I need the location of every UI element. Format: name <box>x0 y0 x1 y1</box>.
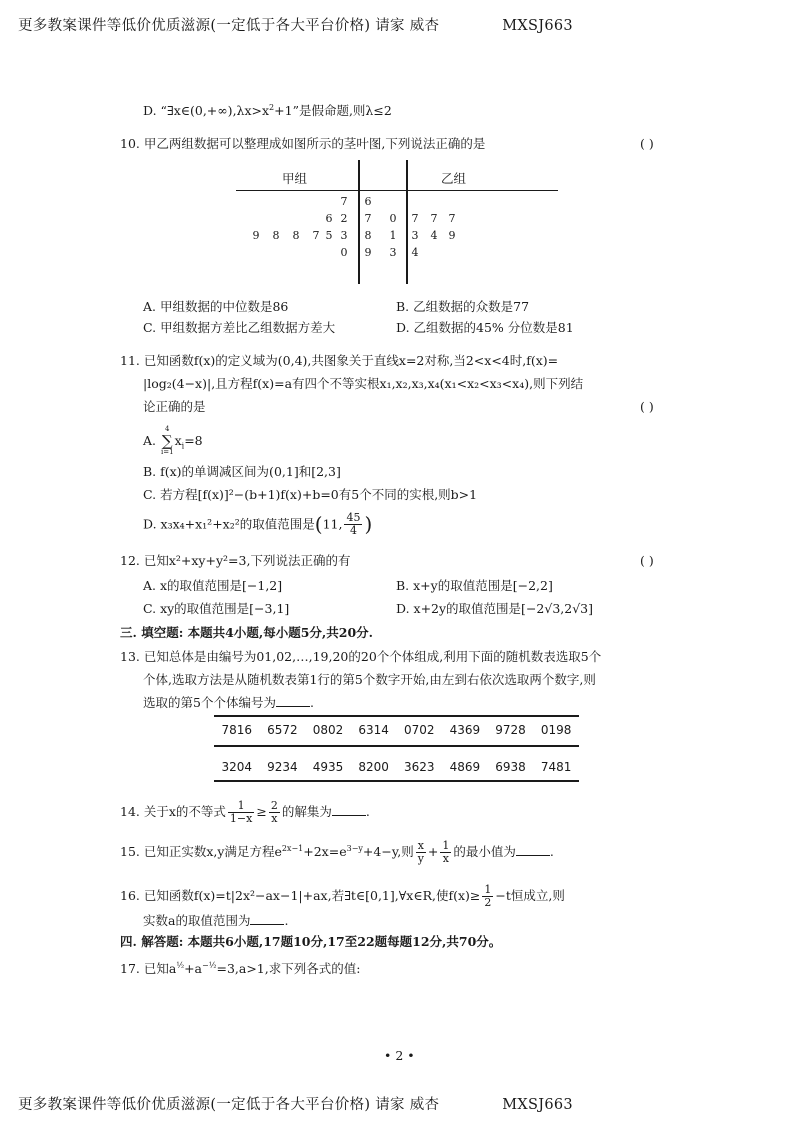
table-cell: 6938 <box>495 760 526 774</box>
q11-line2: |log₂(4−x)|,且方程f(x)=a有四个不等实根x₁,x₂,x₃,x₄(x₁<x₂<x₃<x₄),则下列结 <box>143 376 584 391</box>
left-leaf: 5 <box>325 229 333 242</box>
q11-option-a: A. 4 ∑ i=1 $x_i=8$ <box>143 425 203 456</box>
banner-text: 更多教案课件等低价优质滋源(一定低于各大平台价格) 请家 威杏 <box>18 1097 440 1113</box>
left-leaf: 8 <box>292 229 300 242</box>
table-top-rule <box>214 715 579 717</box>
right-leaf: 7 <box>430 212 438 225</box>
q12-answer-paren: ( ) <box>640 553 654 568</box>
table-cell: 4869 <box>449 760 481 774</box>
left-leaf: 3 <box>340 229 348 242</box>
header-banner <box>18 14 573 35</box>
q13-line2: 个体,选取方法是从随机数表第1行的第5个数字开始,由左到右依次选取两个数字,则 <box>143 672 596 687</box>
left-leaf: 0 <box>340 246 348 259</box>
q15: 15. 已知正实数x,y满足方程$e^{2x-1}+2x=e^{3-y}+4-y$,则 $\frac{x}{y}$ + $\frac{1}{x}$ 的最小值为 . <box>120 839 554 865</box>
q12-option-d: D. x+2y的取值范围是[−2√3,2√3] <box>396 601 594 616</box>
stem-value: 8 <box>364 229 372 242</box>
right-leaf: 9 <box>448 229 456 242</box>
left-leaf: 7 <box>340 195 348 208</box>
table-cell: 6572 <box>267 723 298 737</box>
footer-banner <box>18 1093 573 1114</box>
q11-line3: 论正确的是 <box>143 399 206 414</box>
left-leaf: 9 <box>252 229 260 242</box>
stem-leaf-top-line <box>236 190 558 191</box>
table-cell: 8200 <box>358 760 389 774</box>
left-leaf: 2 <box>340 212 348 225</box>
left-leaf: 7 <box>312 229 320 242</box>
right-leaf: 7 <box>411 212 419 225</box>
q10-option-a: A. 甲组数据的中位数是86 <box>143 299 289 314</box>
table-cell: 4369 <box>449 723 481 737</box>
q16-line1: 16. 已知函数f(x)=t|2x²−ax−1|+ax,若∃t∈[0,1],∀x∈R,使f(x)≥ $\frac{1}{2}$ −t恒成立,则 <box>120 883 565 909</box>
stem-leaf-left-divider <box>358 160 360 284</box>
stem-value: 6 <box>364 195 372 208</box>
left-leaf: 6 <box>325 212 333 225</box>
table-cell: 9234 <box>267 760 298 774</box>
q12-stem: 12. 已知x²+xy+y²=3,下列说法正确的有 <box>120 553 351 568</box>
right-leaf: 1 <box>389 229 397 242</box>
q11-answer-paren: ( ) <box>640 399 654 414</box>
table-cell: 0198 <box>540 723 572 737</box>
page-number: • 2 • <box>384 1048 415 1063</box>
table-cell: 0702 <box>404 723 435 737</box>
right-leaf: 3 <box>411 229 419 242</box>
section-3-heading: 三. 填空题: 本题共4小题,每小题5分,共20分. <box>120 625 374 640</box>
banner-code: MXSJ663 <box>502 18 573 34</box>
table-cell: 6314 <box>358 723 389 737</box>
q10-stem: 10. 甲乙两组数据可以整理成如图所示的茎叶图,下列说法正确的是 <box>120 136 486 151</box>
table-cell: 7481 <box>540 760 572 774</box>
right-leaf: 4 <box>430 229 438 242</box>
q12-option-a: A. x的取值范围是[−1,2] <box>143 578 283 593</box>
right-leaf: 7 <box>448 212 456 225</box>
right-leaf: 3 <box>389 246 397 259</box>
q12-option-b: B. x+y的取值范围是[−2,2] <box>396 578 553 593</box>
table-bottom-rule <box>214 780 579 782</box>
table-cell: 3204 <box>221 760 253 774</box>
q11-option-b: B. f(x)的单调减区间为(0,1]和[2,3] <box>143 464 341 479</box>
table-cell: 0802 <box>312 723 344 737</box>
q16-line2: 实数a的取值范围为 . <box>143 913 289 928</box>
q11-option-c: C. 若方程[f(x)]²−(b+1)f(x)+b=0有5个不同的实根,则b>1 <box>143 487 478 502</box>
left-group-title: 甲组 <box>282 171 308 186</box>
q13-line3: 选取的第5个个体编号为 . <box>143 695 314 710</box>
q10-option-c: C. 甲组数据方差比乙组数据方差大 <box>143 320 336 335</box>
q10-option-b: B. 乙组数据的众数是77 <box>396 299 530 314</box>
table-cell: 9728 <box>495 723 526 737</box>
q11-option-d: D. x₃x₄+x₁²+x₂²的取值范围是(11, $\frac{45}{4}$ ) <box>143 511 373 537</box>
right-leaf: 4 <box>411 246 419 259</box>
q11-line1: 11. 已知函数f(x)的定义域为(0,4),共图象关于直线x=2对称,当2<x<4时,f(x)= <box>120 353 559 368</box>
q13-line1: 13. 已知总体是由编号为01,02,…,19,20的20个个体组成,利用下面的随机数表选取5个 <box>120 649 602 664</box>
banner-text: 更多教案课件等低价优质滋源(一定低于各大平台价格) 请家 威杏 <box>18 18 440 34</box>
section-4-heading: 四. 解答题: 本题共6小题,17题10分,17至22题每题12分,共70分。 <box>120 934 502 949</box>
right-group-title: 乙组 <box>441 171 467 186</box>
q14: 14. 关于x的不等式 $\frac{1}{1-x}$ ≥ $\frac{2}{x}$ 的解集为 . <box>120 799 370 825</box>
left-leaf: 8 <box>272 229 280 242</box>
table-row <box>214 760 579 774</box>
table-cell: 3623 <box>404 760 435 774</box>
q12-option-c: C. xy的取值范围是[−3,1] <box>143 601 290 616</box>
q10-answer-paren: ( ) <box>640 136 654 151</box>
stem-value: 9 <box>364 246 372 259</box>
stem-value: 7 <box>364 212 372 225</box>
table-row <box>214 723 579 737</box>
banner-code: MXSJ663 <box>502 1097 573 1113</box>
table-mid-rule <box>214 745 579 747</box>
q10-option-d: D. 乙组数据的45% 分位数是81 <box>396 320 574 335</box>
q17: 17. 已知$a^{\frac{1}{2}}+a^{-\frac{1}{2}}=3,a>1$,求下列各式的值: <box>120 960 361 976</box>
table-cell: 7816 <box>221 723 253 737</box>
table-cell: 4935 <box>312 760 344 774</box>
q9-option-d: D. “$\exists x\in(0,+\infty),\lambda x>x^2+1$”是假命题,则λ≤2 <box>143 102 392 118</box>
right-leaf: 0 <box>389 212 397 225</box>
